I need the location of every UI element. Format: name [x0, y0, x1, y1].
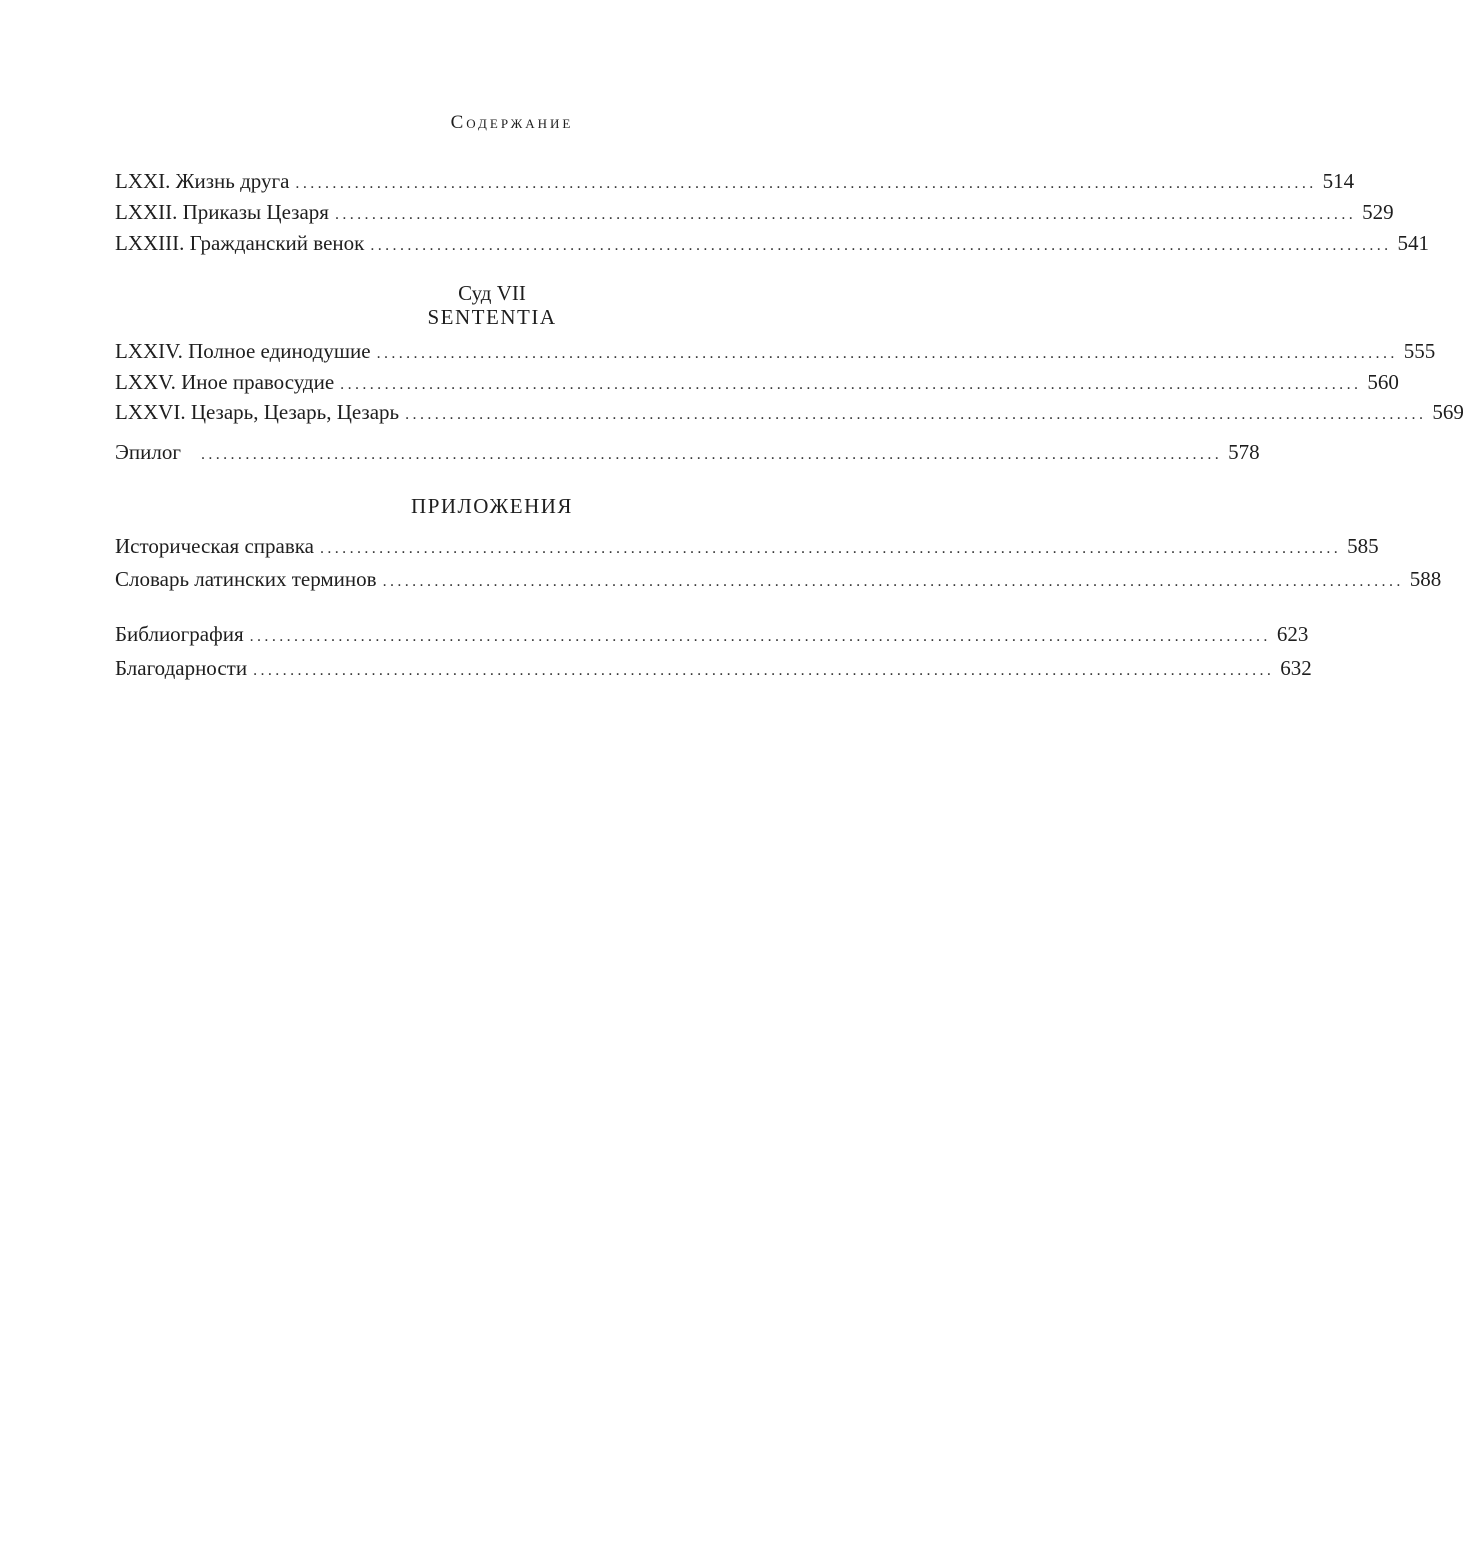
toc-entry-title: Словарь латинских терминов — [115, 567, 377, 591]
dot-leader: .......................................................................................................................................... — [200, 446, 1223, 463]
toc-entry — [115, 531, 1379, 561]
toc-entry-title: LXXII. Приказы Цезаря — [115, 200, 329, 224]
toc-entry-title: LXXIII. Гражданский венок — [115, 231, 365, 255]
dot-leader: .......................................................................................................................................... — [376, 345, 1398, 362]
dot-leader: .......................................................................................................................................... — [405, 406, 1427, 423]
toc-entry-page: 541 — [1397, 231, 1430, 255]
dot-leader: .......................................................................................................................................... — [249, 628, 1271, 645]
toc-entry-page: 529 — [1362, 200, 1394, 224]
dot-leader: .......................................................................................................................................... — [319, 540, 1342, 557]
toc-entry — [115, 228, 1430, 258]
toc-entry — [115, 367, 1399, 397]
toc-entry-title: Историческая справка — [115, 534, 314, 558]
toc-entry-page: 585 — [1347, 534, 1379, 558]
toc-entry-page: 588 — [1409, 567, 1442, 591]
toc-entry-page: 578 — [1228, 440, 1260, 464]
appendices-heading: ПРИЛОЖЕНИЯ — [411, 494, 573, 518]
toc-entry-title: LXXI. Жизнь друга — [115, 169, 290, 193]
toc-entry — [115, 397, 1464, 427]
toc-entry-page: 632 — [1280, 656, 1312, 680]
toc-entry-epilogue — [115, 437, 1260, 467]
toc-entry-title: Библиография — [115, 622, 244, 646]
part-subheading: SENTENTIA — [427, 305, 557, 329]
toc-entry — [115, 336, 1436, 366]
dot-leader: .......................................................................................................................................... — [253, 662, 1275, 679]
dot-leader: .......................................................................................................................................... — [334, 206, 1357, 223]
toc-entry-title: LXXVI. Цезарь, Цезарь, Цезарь — [115, 400, 400, 424]
toc-entry-page: 623 — [1276, 622, 1309, 646]
dot-leader: .......................................................................................................................................... — [340, 376, 1362, 393]
toc-entry-page: 560 — [1367, 370, 1399, 394]
toc-entry-title: LXXIV. Полное единодушие — [115, 339, 371, 363]
toc-entry-page: 555 — [1403, 339, 1436, 363]
toc-entry — [115, 619, 1309, 649]
toc-entry-page: 569 — [1432, 400, 1464, 424]
toc-entry-page: 514 — [1322, 169, 1355, 193]
toc-entry — [115, 564, 1442, 594]
dot-leader: .......................................................................................................................................... — [295, 175, 1317, 192]
toc-entry-title: Благодарности — [115, 656, 248, 680]
dot-leader: .......................................................................................................................................... — [370, 237, 1392, 254]
dot-leader: .......................................................................................................................................... — [382, 573, 1404, 590]
toc-entry-title: Эпилог — [115, 440, 181, 464]
toc-entry — [115, 166, 1355, 196]
running-head: Содержание — [450, 112, 574, 133]
toc-entry — [115, 653, 1312, 683]
toc-entry-title: LXXV. Иное правосудие — [115, 370, 335, 394]
toc-entry — [115, 197, 1394, 227]
part-heading: Суд VII — [458, 281, 526, 305]
